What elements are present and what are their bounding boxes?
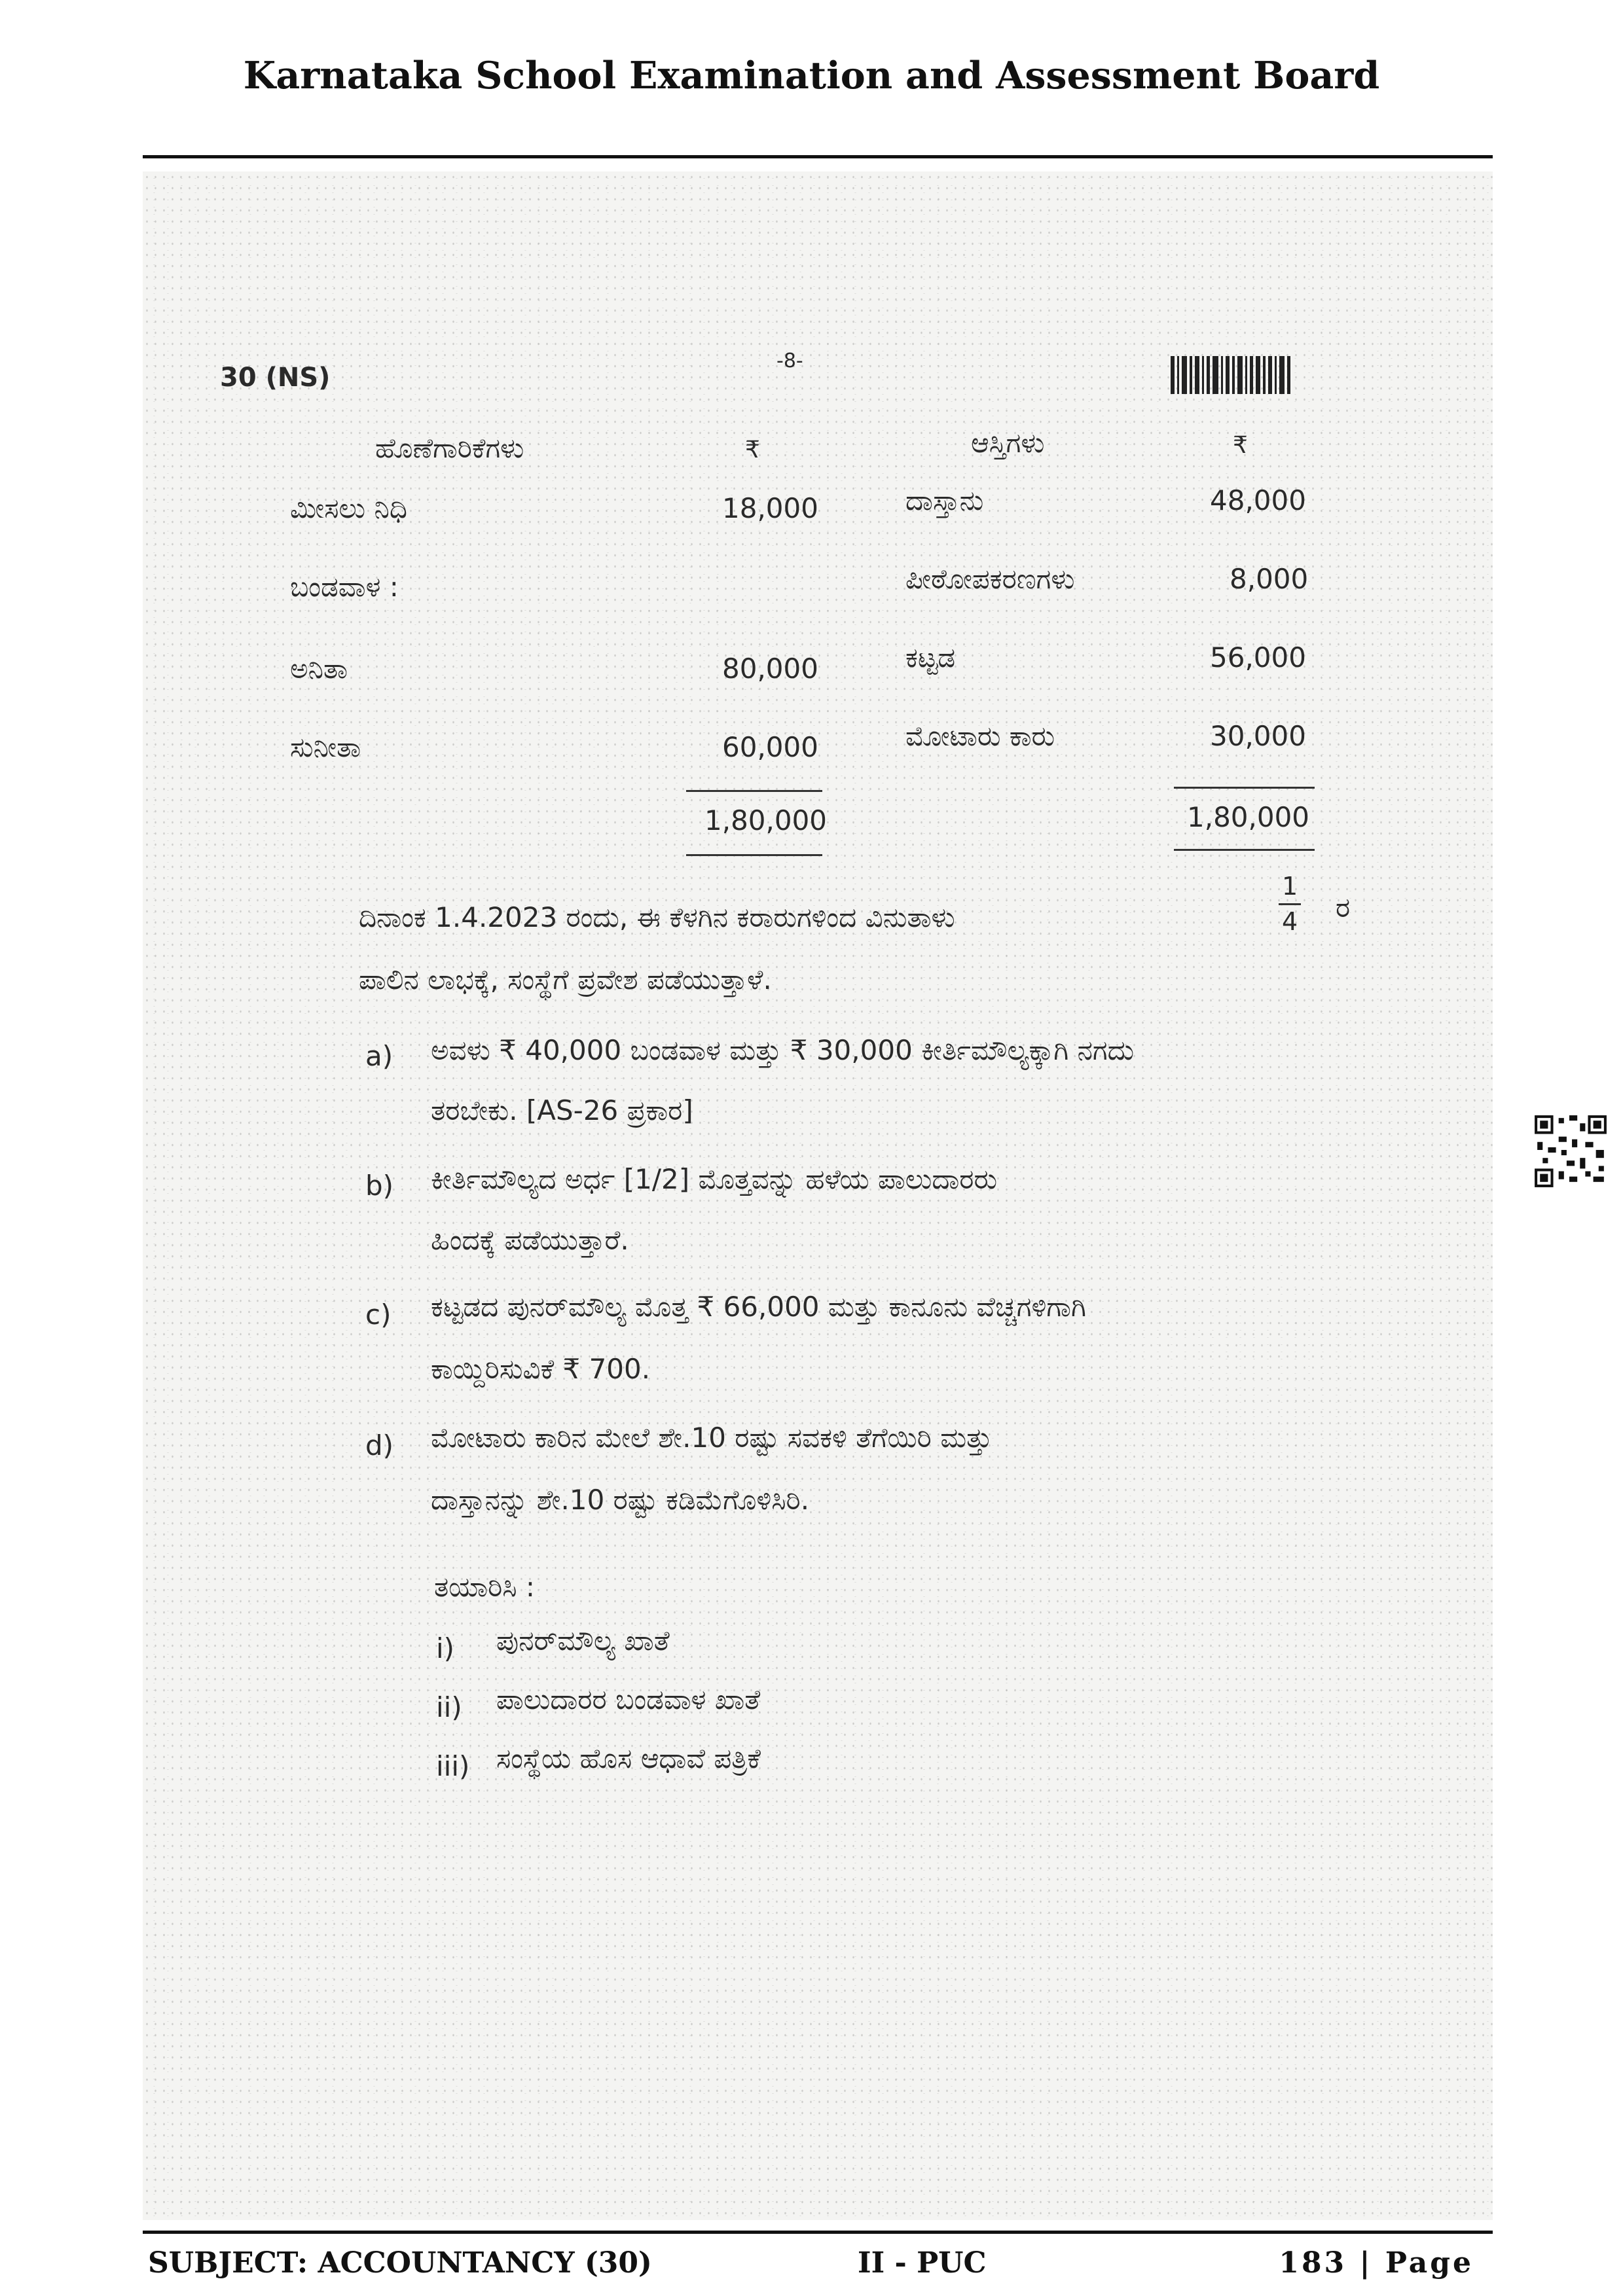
asset-total-rule-top xyxy=(1174,787,1315,789)
liability-value: 80,000 xyxy=(722,653,818,685)
condition-text: ದಾಸ್ತಾನನ್ನು ಶೇ.10 ರಷ್ಟು ಕಡಿಮೆಗೊಳಿಸಿರಿ. xyxy=(431,1484,810,1516)
liability-label: ಅನಿತಾ xyxy=(290,653,348,685)
footer-page-number: 183 | Page xyxy=(1279,2246,1474,2280)
condition-text: ಕಾಯ್ದಿರಿಸುವಿಕೆ ₹ 700. xyxy=(431,1353,651,1385)
liability-value: 18,000 xyxy=(722,492,818,524)
asset-label: ದಾಸ್ತಾನು xyxy=(905,484,984,516)
prepare-marker: iii) xyxy=(436,1750,470,1782)
liabilities-heading: ಹೊಣೆಗಾರಿಕೆಗಳು xyxy=(375,432,524,464)
prepare-heading: ತಯಾರಿಸಿ : xyxy=(434,1571,536,1603)
condition-marker: d) xyxy=(365,1429,394,1462)
liability-total-rule-bottom xyxy=(686,854,822,856)
footer-subject: SUBJECT: ACCOUNTANCY (30) xyxy=(148,2246,652,2280)
liability-total-rule-top xyxy=(686,790,822,792)
intro-line: ದಿನಾಂಕ 1.4.2023 ರಂದು, ಈ ಕೆಳಗಿನ ಕರಾರುಗಳಿಂದ ವಿನುತಾಳು xyxy=(359,901,955,933)
condition-marker: c) xyxy=(365,1299,392,1331)
condition-marker: b) xyxy=(365,1170,394,1202)
liability-label: ಸುನೀತಾ xyxy=(290,731,361,763)
intro-line: ಪಾಲಿನ ಲಾಭಕ್ಕೆ, ಸಂಸ್ಥೆಗೆ ಪ್ರವೇಶ ಪಡೆಯುತ್ತಾಳೆ. xyxy=(359,963,772,996)
condition-text: ಮೋಟಾರು ಕಾರಿನ ಮೇಲೆ ಶೇ.10 ರಷ್ಟು ಸವಕಳಿ ತೆಗೆಯಿರಿ ಮತ್ತು xyxy=(431,1422,993,1454)
fraction-bar xyxy=(1279,903,1301,905)
condition-text: ಅವಳು ₹ 40,000 ಬಂಡವಾಳ ಮತ್ತು ₹ 30,000 ಕೀರ್ತಿಮೌಲ್ಯಕ್ಕಾಗಿ ನಗದು xyxy=(431,1034,1135,1066)
scanned-question-page xyxy=(143,171,1493,2220)
liability-label: ಬಂಡವಾಳ : xyxy=(290,571,399,603)
liability-total: 1,80,000 xyxy=(704,804,828,836)
qr-code xyxy=(1532,1113,1609,1190)
asset-label: ಕಟ್ಟಡ xyxy=(905,641,956,673)
footer-rule xyxy=(143,2231,1493,2234)
prepare-marker: i) xyxy=(436,1632,455,1664)
page-header-title: Karnataka School Examination and Assessment Board xyxy=(243,54,1380,98)
prepare-item: ಸಂಸ್ಥೆಯ ಹೊಸ ಆಧಾವೆ ಪತ್ರಿಕೆ xyxy=(496,1742,761,1774)
condition-text: ಕಟ್ಟಡದ ಪುನರ್‌ಮೌಲ್ಯ ಮೊತ್ತ ₹ 66,000 ಮತ್ತು ಕಾನೂನು ವೆಚ್ಚಗಳಿಗಾಗಿ xyxy=(431,1291,1086,1323)
liability-label: ಮೀಸಲು ನಿಧಿ xyxy=(290,492,407,524)
footer-class: II - PUC xyxy=(858,2246,987,2280)
prepare-item: ಪುನರ್‌ಮೌಲ್ಯ ಖಾತೆ xyxy=(496,1624,670,1657)
prepare-item: ಪಾಲುದಾರರ ಬಂಡವಾಳ ಖಾತೆ xyxy=(496,1683,761,1715)
condition-marker: a) xyxy=(365,1040,393,1072)
header-rule xyxy=(143,155,1493,158)
condition-text: ಹಿಂದಕ್ಕೆ ಪಡೆಯುತ್ತಾರೆ. xyxy=(431,1224,629,1256)
liability-value: 60,000 xyxy=(722,731,818,763)
asset-total-rule-bottom xyxy=(1174,849,1315,851)
condition-text: ತರಬೇಕು. [AS-26 ಪ್ರಕಾರ] xyxy=(431,1094,693,1126)
asset-label: ಪೀಠೋಪಕರಣಗಳು xyxy=(905,563,1075,595)
barcode xyxy=(1171,356,1308,394)
asset-label: ಮೋಟಾರು ಕಾರು xyxy=(905,720,1055,752)
assets-currency: ₹ xyxy=(1233,432,1248,459)
assets-heading: ಆಸ್ತಿಗಳು xyxy=(971,427,1045,459)
condition-text: ಕೀರ್ತಿಮೌಲ್ಯದ ಅರ್ಧ [1/2] ಮೊತ್ತವನ್ನು ಹಳೆಯ ಪಾಲುದಾರರು xyxy=(431,1163,998,1195)
liabilities-currency: ₹ xyxy=(745,437,760,463)
asset-value: 56,000 xyxy=(1210,641,1306,673)
asset-value: 30,000 xyxy=(1210,720,1306,752)
asset-total: 1,80,000 xyxy=(1187,801,1310,833)
prepare-marker: ii) xyxy=(436,1691,462,1723)
fraction-numerator: 1 xyxy=(1282,872,1298,901)
intro-tail: ರ xyxy=(1336,891,1351,924)
fraction-denominator: 4 xyxy=(1282,907,1298,936)
asset-value: 8,000 xyxy=(1230,563,1309,595)
asset-value: 48,000 xyxy=(1210,484,1306,516)
page-marker: -8- xyxy=(776,350,803,372)
paper-code: 30 (NS) xyxy=(220,363,331,393)
